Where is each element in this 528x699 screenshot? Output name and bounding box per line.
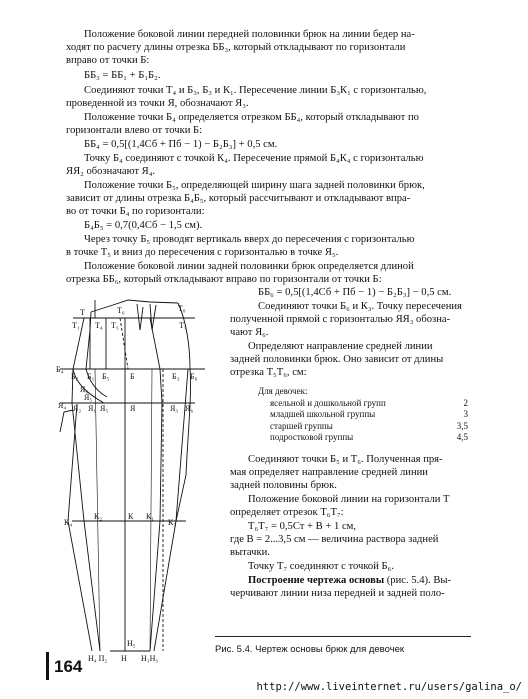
paragraph-line: определяет отрезок Т₆Т₇: (230, 507, 344, 518)
figure-label: Б (130, 372, 135, 381)
figure-label: Т₅ (111, 321, 119, 330)
paragraph-line: во от точки Б₄ по горизонтали: (66, 206, 205, 217)
figure-labels (56, 304, 198, 663)
formula-line: Б₄Б₅ = 0,7(0,4Сб − 1,5 см). (84, 220, 203, 231)
paragraph-line: зависит от длины отрезка Б₄Б₅, который рассчитывают и откладывают впра- (66, 193, 411, 204)
paragraph-line: Положение точки Б₅, определяющей ширину шага задней половинки брюк, (84, 180, 425, 191)
paragraph-line: в точке Т₅ и вниз до пересечения с горизонталью в точке Я₅. (66, 247, 339, 258)
figure-label: Б₅ (102, 372, 110, 381)
figure-label: Т₇ (179, 321, 187, 330)
paragraph-line: Соединяют точки Б₆ и К₃. Точку пересечения (258, 301, 462, 312)
figure-label: Н₄ П₂ (88, 654, 108, 663)
figure-label: К₁ (146, 512, 155, 521)
table-title: Для девочек: (258, 386, 308, 396)
paragraph-line: полученной прямой с горизонталью ЯЯ₃ обозна- (230, 314, 451, 325)
paragraph-line: отрезка ББ₆, который откладывают вправо по горизонтали от точки Б: (66, 274, 382, 285)
paragraph-line: вытачки. (230, 547, 270, 558)
figure-label: Б₄ (56, 365, 64, 374)
formula-line: Т₆Т₇ = 0,5Ст + В + 1 см, (248, 521, 357, 532)
figure-label: К₃ (168, 518, 177, 527)
paragraph-line: Соединяют точки Т₄ и Б₃, Б₃ и К₁. Пересечение линии Б₃К₁ с горизонталью, (84, 85, 427, 96)
paragraph-line: Положение боковой линии задней половинки брюк определяется длиной (84, 261, 414, 272)
formula-line: ББ₆ = 0,5[(1,4Сб + Пб − 1) − Б₂Б₃] − 0,5 см. (258, 287, 452, 298)
table-row-value: 3 (463, 409, 468, 419)
paragraph-line: Определяют направление средней линии (248, 341, 433, 352)
paragraph-line: ходят по расчету длины отрезка ББ₃, который откладывают по горизонтали (66, 42, 406, 53)
figure-label: К₂ (94, 512, 103, 521)
paragraph-line: Точку Б₄ соединяют с точкой К₄. Пересечение прямой Б₄К₄ с горизонталью (84, 153, 424, 164)
caption-rule (215, 636, 471, 637)
paragraph-line: задней половинки брюк. Оно зависит от длины (230, 354, 444, 365)
figure-label: Я₅ (84, 393, 93, 402)
paragraph-line: ЯЯ₂ обозначают Я₄. (66, 166, 156, 177)
paragraph-line: чают Я₆. (230, 327, 269, 338)
figure-label: Н (121, 654, 127, 663)
figure-label: Н₁Н₃ (141, 654, 159, 663)
figure-label: Я₄ (58, 401, 67, 410)
figure-label: Т₄ (95, 321, 103, 330)
paragraph-line: где В = 2...3,5 см — величина раствора задней (230, 534, 439, 545)
figure-label: Я₆ (80, 385, 89, 394)
table-row-label: старшей группы (270, 420, 333, 431)
paragraph-line: черчивают линии низа передней и задней поло- (230, 588, 445, 599)
figure-label: К (128, 512, 134, 521)
formula-line: ББ₃ = ББ₁ + Б₁Б₂. (84, 70, 161, 81)
figure-label: Б₁ (87, 372, 95, 381)
figure-label: Б₃ (172, 372, 180, 381)
figure-label: Т₆ (117, 306, 125, 315)
figure-label: Т₁ (72, 321, 80, 330)
formula-line: ББ₄ = 0,5[(1,4Сб + Пб − 1) − Б₂Б₃] + 0,5 см. (84, 139, 278, 150)
paragraph-line: задней половины брюк. (230, 480, 337, 491)
table-row-label: младшей школьной группы (270, 409, 376, 419)
table-row-value: 2 (463, 397, 468, 408)
paragraph-line: Через точку Б₅ проводят вертикаль вверх до пересечения с горизонталью (84, 234, 415, 245)
paragraph-line: проведенной из точки Я, обозначают Я₃. (66, 98, 249, 109)
figure-label: Я₆ (185, 404, 194, 413)
paragraph-line: горизонтали влево от точки Б: (66, 125, 203, 136)
paragraph-line: Положение боковой линии на горизонтали Т (248, 494, 450, 505)
table-row-label: ясельной и дошкольной групп (270, 397, 386, 408)
paragraph-line: Точку Т₇ соединяют с точкой Б₆. (248, 561, 394, 572)
source-url: http://www.liveinternet.ru/users/galina_o/ (256, 681, 522, 693)
table-row-value: 3,5 (456, 420, 468, 431)
figure-caption: Рис. 5.4. Чертеж основы брюк для девочек (215, 644, 405, 655)
paragraph-line: Положение точки Б₄ определяется отрезком ББ₄, который откладывают по (84, 112, 419, 123)
paragraph-line: вправо от точки Б: (66, 55, 150, 66)
figure-label: Я₁ (88, 404, 97, 413)
page-number-bar (46, 652, 49, 680)
paragraph-line: отрезка Т₅Т₆, см: (230, 367, 307, 378)
figure-label: Т (80, 308, 85, 317)
paragraph-line: Положение боковой линии передней половинки брюк на линии бедер на- (84, 29, 415, 40)
figure-label: К₄ (64, 518, 73, 527)
page-number: 164 (54, 657, 83, 676)
figure-label: Н₅ (127, 639, 136, 648)
table-row-value: 4,5 (456, 432, 468, 442)
bold-heading: Построение чертежа основы (248, 575, 385, 586)
figure-label: Б₆ (190, 372, 198, 381)
figure-label: Я₅ (100, 404, 109, 413)
table-row-label: подростковой группы (270, 432, 354, 442)
figure-label: Я (130, 404, 136, 413)
paragraph-line: Соединяют точки Б₅ и Т₆. Полученная пря- (248, 454, 443, 465)
heading-rest: (рис. 5.4). Вы- (384, 575, 452, 586)
paragraph-line: мая определяет направление средней линии (230, 467, 428, 478)
figure-label: Т₈ (178, 304, 186, 313)
figure-label: Я₃ (170, 404, 179, 413)
figure-label: Я₂ (73, 404, 82, 413)
figure-label: Б₂ (71, 372, 79, 381)
